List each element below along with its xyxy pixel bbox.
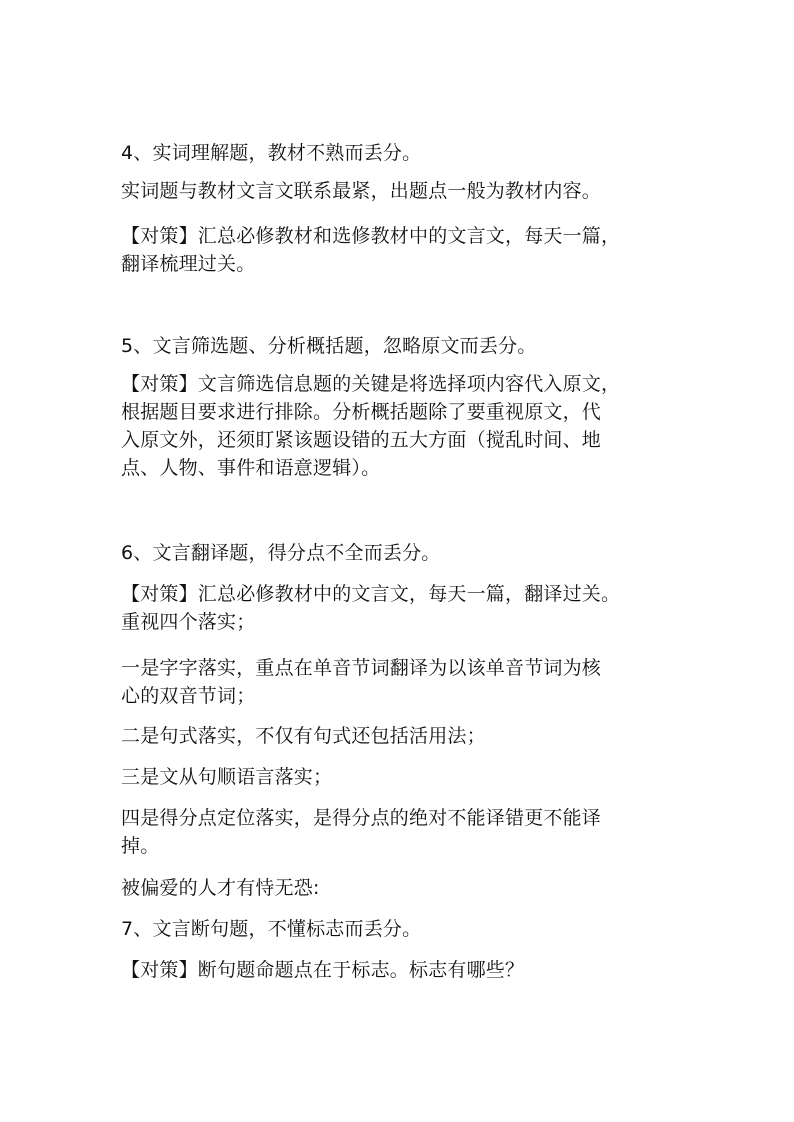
section-6-strategy: 【对策】汇总必修教材中的文言文，每天一篇，翻译过关。 重视四个落实； [121,583,621,633]
implementation-point-2: 二是句式落实，不仅有句式还包括活用法； [121,725,486,747]
section-7-heading: 7、文言断句题，不懂标志而丢分。 [121,918,422,940]
implementation-point-1: 一是字字落实，重点在单音节词翻译为以该单音节词为核 心的双音节词； [121,657,602,707]
section-5-heading: 5、文言筛选题、分析概括题，忽略原文而丢分。 [121,335,537,357]
section-7-strategy: 【对策】断句题命题点在于标志。标志有哪些？ [121,959,525,981]
inserted-line: 被偏爱的人才有恃无恐: [121,877,320,899]
section-4-strategy: 【对策】汇总必修教材和选修教材中的文言文，每天一篇， 翻译梳理过关。 [121,225,621,275]
section-4-heading: 4、实词理解题，教材不熟而丢分。 [121,142,422,164]
implementation-point-4: 四是得分点定位落实，是得分点的绝对不能译错更不能译 掉。 [121,807,602,857]
section-6-heading: 6、文言翻译题，得分点不全而丢分。 [121,542,441,564]
implementation-point-3: 三是文从句顺语言落实； [121,766,333,788]
section-5-strategy: 【对策】文言筛选信息题的关键是将选择项内容代入原文， 根据题目要求进行排除。分析概括题除了要重视原文，代 入原文外，还须盯紧该题设错的五大方面（搅乱时间、地 点、人物、事件和语意逻辑）。 [121,373,621,479]
section-4-description: 实词题与教材文言文联系最紧，出题点一般为教材内容。 [121,180,602,202]
